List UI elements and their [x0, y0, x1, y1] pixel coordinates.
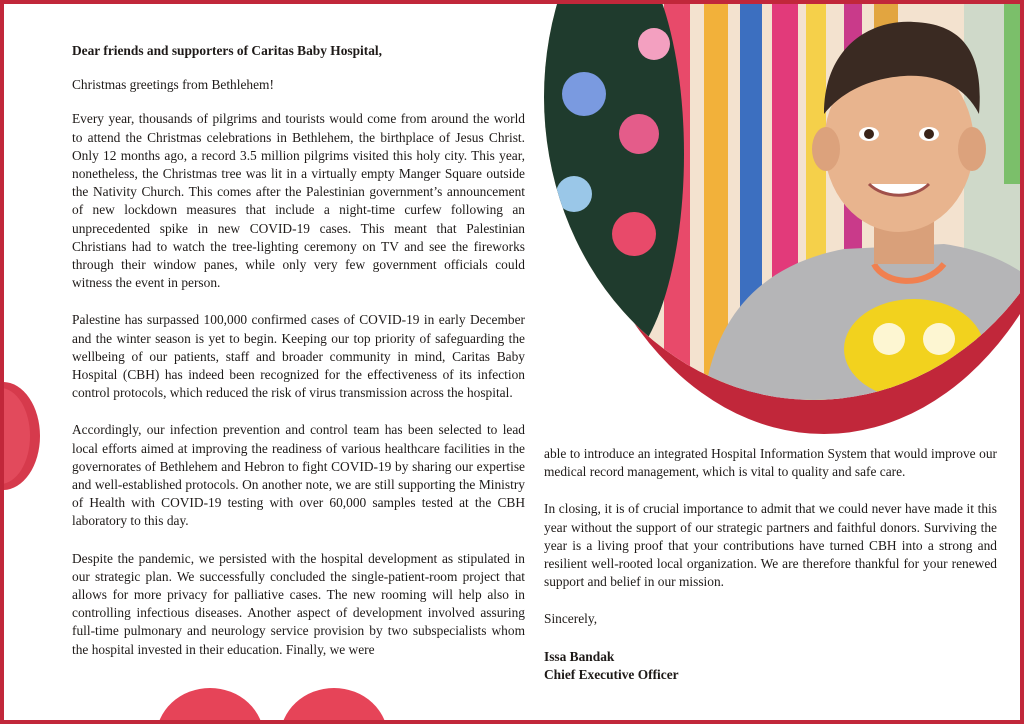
letter-greeting: Christmas greetings from Bethlehem! [72, 77, 274, 93]
letter-paragraph: Despite the pandemic, we persisted with the hospital development as stipulated in our strategic plan. We successfully concluded the single-patient-room project that allows for more privacy for palliative cases. The new rooming will help also in controlling infectious diseases. Another aspect of development involved assuring full-time pulmonary and neurology service provision by two subspecialists whom the hospital invested in their education. Finally, we were [72, 550, 525, 657]
letter-paragraph: Every year, thousands of pilgrims and tourists would come from around the world to attend the Christmas celebrations in Bethlehem, the birthplace of Jesus Christ. Only 12 months ago, a record 3.5 million pilgrims visited this holy city. This year, nonetheless, the Christmas tree was lit in a virtually empty Manger Square outside the Nativity Church. This comes after the Palestinian government’s announcement of new lockdown measures that include a night-time curfew following an unprecedented spike in new COVID-19 cases. This meant that Palestinian Christians had to watch the tree-lighting ceremony on TV and see the fireworks through their window panes, while only very few government officials could witness the event in person. [72, 111, 525, 291]
letter-right-column [544, 445, 997, 684]
decorative-red-disc-bottom-1 [156, 688, 264, 724]
letter-left-column [72, 42, 525, 678]
decorative-red-disc-bottom-2 [280, 688, 388, 724]
letter-paragraph: In closing, it is of crucial importance to admit that we could never have made it this year without the support of our strategic partners and faithful donors. Surviving the year is a living proof that your contributions have turned CBH into a strong and resilient well-rooted local organization. We are therefore thankful for your renewed support and belief in our mission. [544, 501, 997, 590]
letter-paragraph: Accordingly, our infection prevention and control team has been selected to lead local efforts aimed at improving the readiness of various healthcare facilities in the governorates of Bethlehem and Hebron to fight COVID-19 by sharing our expertise and well-established protocols. On another note, we are still supporting the Ministry of Health with COVID-19 testing with over 60,000 samples tested at the CBH laboratory to this day. [72, 422, 525, 529]
letter-paragraph: Palestine has surpassed 100,000 confirmed cases of COVID-19 in early December and the winter season is yet to begin. Keeping our top priority of safeguarding the wellbeing of our patients, staff and broader community in mind, Caritas Baby Hospital (CBH) has indeed been recognized for the effectiveness of its infection control protocols, which reduced the risk of virus transmission across the hospital. [72, 312, 525, 401]
letter-salutation: Dear friends and supporters of Caritas Baby Hospital, [72, 43, 382, 58]
letter-paragraph: able to introduce an integrated Hospital Information System that would improve our medical record management, which is vital to quality and safe care. [544, 446, 997, 480]
letter-closing: Sincerely, [544, 611, 598, 627]
signer-title: Chief Executive Officer [544, 666, 679, 682]
child-photo-illustration [544, 0, 1024, 400]
child-photo [544, 0, 1024, 400]
signer-name: Issa Bandak [544, 648, 615, 664]
